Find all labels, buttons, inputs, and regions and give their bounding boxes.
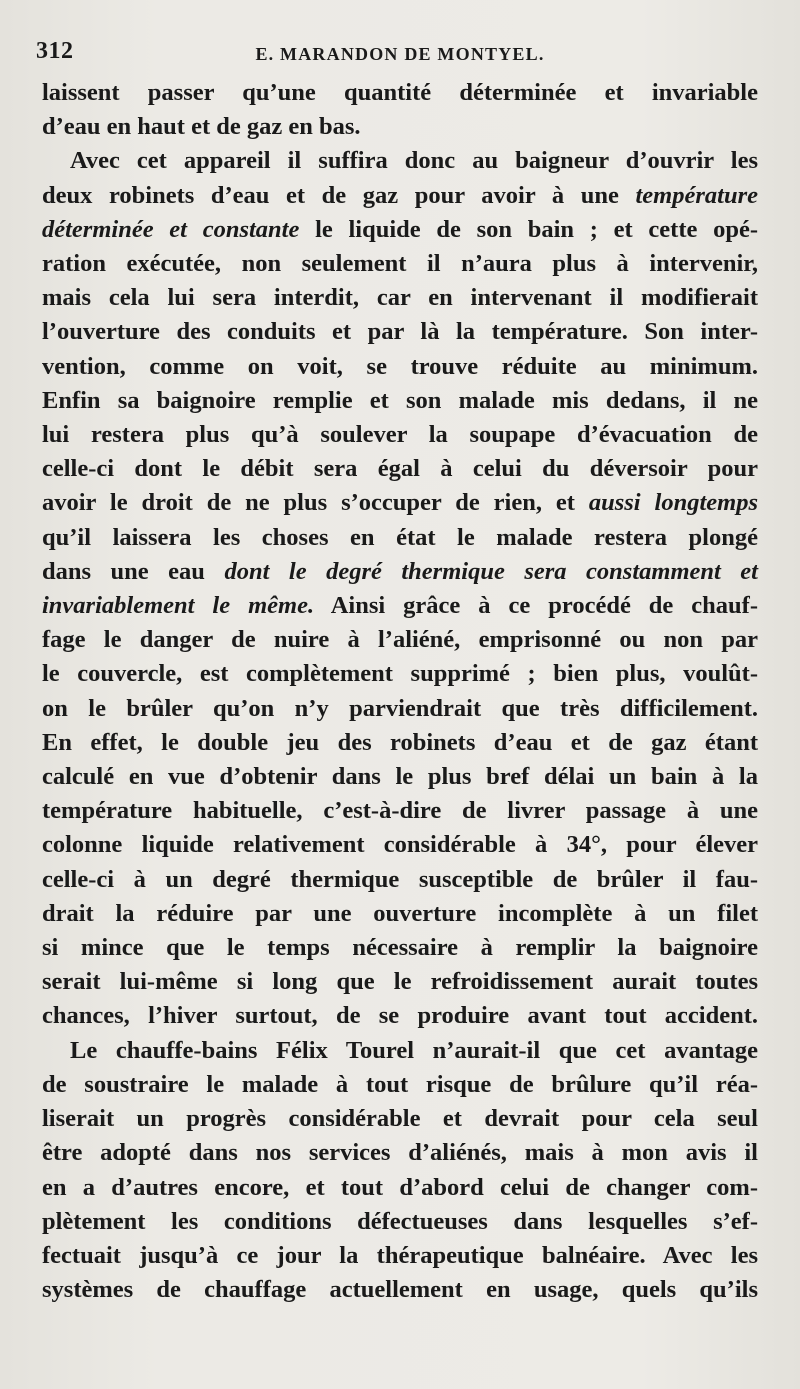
body-text [42, 76, 758, 1307]
line-text: d’eau en haut et de gaz en bas. [42, 113, 361, 141]
line-text: de soustraire le malade à tout risque de brûlure qu’il réa- [42, 1070, 758, 1098]
line-text: mais cela lui sera interdit, car en intervenant il modifierait [42, 284, 758, 312]
line-text: ration exécutée, non seulement il n’aura plus à intervenir, [42, 250, 758, 278]
line-text: on le brûler qu’on n’y parviendrait que très difficilement. [42, 694, 758, 722]
line-text: si mince que le temps nécessaire à remplir la baignoire [42, 934, 758, 962]
line-text: deux robinets d’eau et de gaz pour avoir à une [42, 181, 636, 209]
line-text: serait lui-même si long que le refroidissement aurait toutes [42, 968, 758, 996]
text-line [42, 692, 758, 726]
line-text: Ainsi grâce à ce procédé de chauf- [314, 592, 758, 620]
line-text: colonne liquide relativement considérable à 34°, pour élever [42, 831, 758, 859]
text-line [42, 1273, 758, 1307]
text-line [42, 1068, 758, 1102]
text-line [42, 1136, 758, 1170]
line-text: calculé en vue d’obtenir dans le plus bref délai un bain à la [42, 763, 758, 791]
line-text: Le chauffe-bains Félix Tourel n’aurait-il que cet avantage [70, 1036, 758, 1064]
text-line [42, 110, 758, 144]
italic-text: invariablement le même. [42, 592, 315, 620]
line-text: être adopté dans nos services d’aliénés, mais à mon avis il [42, 1139, 758, 1167]
line-text: fectuait jusqu’à ce jour la thérapeutique balnéaire. Avec les [42, 1241, 758, 1269]
line-text: vention, comme on voit, se trouve réduite au minimum. [42, 352, 758, 380]
line-text: drait la réduire par une ouverture incomplète à un filet [42, 899, 758, 927]
text-line [42, 760, 758, 794]
line-text: le couvercle, est complètement supprimé ; bien plus, voulût- [42, 660, 758, 688]
line-text: En effet, le double jeu des robinets d’eau et de gaz étant [42, 728, 758, 756]
text-line [42, 589, 758, 623]
text-line [42, 1239, 758, 1273]
text-line [42, 76, 758, 110]
text-line [42, 1171, 758, 1205]
line-text: le liquide de son bain ; et cette opé- [299, 215, 758, 243]
text-line [42, 281, 758, 315]
text-line [42, 315, 758, 349]
line-text: l’ouverture des conduits et par là la température. Son inter- [42, 318, 758, 346]
text-line [42, 1102, 758, 1136]
text-line [42, 418, 758, 452]
line-text: lui restera plus qu’à soulever la soupape d’évacuation de [42, 421, 758, 449]
line-text: qu’il laissera les choses en état le malade restera plongé [42, 523, 758, 551]
text-line [42, 794, 758, 828]
text-line [42, 1034, 758, 1068]
line-text: Avec cet appareil il suffira donc au baigneur d’ouvrir les [70, 147, 758, 175]
line-text: température habituelle, c’est-à-dire de livrer passage à une [42, 797, 758, 825]
text-line [42, 863, 758, 897]
line-text: laissent passer qu’une quantité déterminée et invariable [42, 79, 758, 106]
text-line [42, 384, 758, 418]
text-line [42, 213, 758, 247]
text-line [42, 486, 758, 520]
text-line [42, 1205, 758, 1239]
italic-text: aussi longtemps [588, 489, 758, 517]
page-header [36, 36, 764, 76]
line-text: avoir le droit de ne plus s’occuper de rien, et [42, 489, 589, 517]
running-head: E. MARANDON DE MONTYEL. [255, 44, 545, 64]
line-text: systèmes de chauffage actuellement en usage, quels qu’ils [42, 1276, 758, 1304]
text-line [42, 999, 758, 1033]
italic-text: déterminée et constante [42, 215, 300, 243]
text-line [42, 897, 758, 931]
line-text: dans une eau [42, 557, 225, 585]
page-number: 312 [36, 38, 74, 64]
text-line [42, 555, 758, 589]
line-text: plètement les conditions défectueuses dans lesquelles s’ef- [42, 1207, 758, 1235]
text-line [42, 452, 758, 486]
line-text: en a d’autres encore, et tout d’abord celui de changer com- [42, 1173, 758, 1201]
text-line [42, 828, 758, 862]
line-text: chances, l’hiver surtout, de se produire avant tout accident. [42, 1002, 758, 1030]
text-line [42, 965, 758, 999]
text-line [42, 521, 758, 555]
line-text: fage le danger de nuire à l’aliéné, emprisonné ou non par [42, 626, 758, 654]
text-line [42, 247, 758, 281]
text-line [42, 657, 758, 691]
text-line [42, 350, 758, 384]
text-line [42, 144, 758, 178]
italic-text: dont le degré thermique sera constamment et [224, 557, 758, 585]
text-line [42, 931, 758, 965]
text-line [42, 726, 758, 760]
text-line [42, 179, 758, 213]
line-text: liserait un progrès considérable et devrait pour cela seul [42, 1105, 758, 1133]
line-text: Enfin sa baignoire remplie et son malade mis dedans, il ne [42, 386, 758, 414]
line-text: celle-ci dont le débit sera égal à celui du déversoir pour [42, 455, 758, 483]
line-text: celle-ci à un degré thermique susceptible de brûler il fau- [42, 865, 758, 893]
italic-text: température [635, 181, 758, 209]
text-line [42, 623, 758, 657]
